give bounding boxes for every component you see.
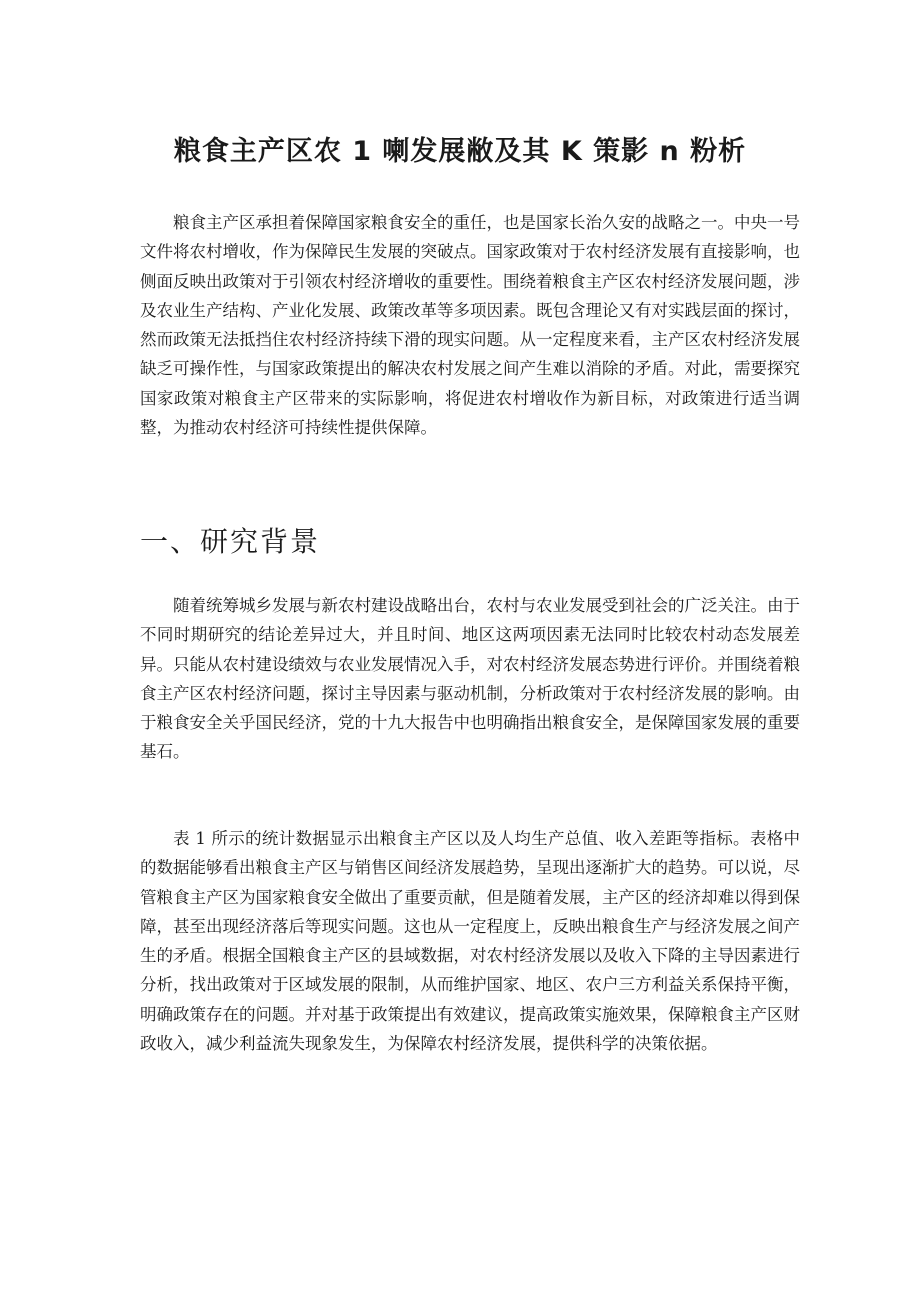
section-heading-research-background: 一、研究背景 xyxy=(140,525,321,558)
section1-paragraph-2: 表 1 所示的统计数据显示出粮食主产区以及人均生产总值、收入差距等指标。表格中的数据能够看出粮食主产区与销售区间经济发展趋势，呈现出逐渐扩大的趋势。可以说，尽管粮食主产区为国家粮食安全做出了重要贡献，但是随着发展，主产区的经济却难以得到保障，甚至出现经济落后等现实问题。这也从一定程度上，反映出粮食生产与经济发展之间产生的矛盾。根据全国粮食主产区的县域数据，对农村经济发展以及收入下降的主导因素进行分析，找出政策对于区域发展的限制，从而维护国家、地区、农户三方利益关系保持平衡，明确政策存在的问题。并对基于政策提出有效建议，提高政策实施效果，保障粮食主产区财政收入，减少利益流失现象发生，为保障农村经济发展，提供科学的决策依据。 xyxy=(140,829,800,1054)
document-title: 粮食主产区农 1 喇发展敝及其 K 策影 n 粉析 xyxy=(173,136,747,167)
intro-paragraph: 粮食主产区承担着保障国家粮食安全的重任，也是国家长治久安的战略之一。中央一号文件将农村增收，作为保障民生发展的突破点。国家政策对于农村经济发展有直接影响，也侧面反映出政策对于引领农村经济增收的重要性。围绕着粮食主产区农村经济发展问题，涉及农业生产结构、产业化发展、政策改革等多项因素。既包含理论又有对实践层面的探讨，然而政策无法抵挡住农村经济持续下滑的现实问题。从一定程度来看，主产区农村经济发展缺乏可操作性，与国家政策提出的解决农村发展之间产生难以消除的矛盾。对此，需要探究国家政策对粮食主产区带来的实际影响，将促进农村增收作为新目标，对政策进行适当调整，为推动农村经济可持续性提供保障。 xyxy=(140,213,800,438)
section1-paragraph-1: 随着统筹城乡发展与新农村建设战略出台，农村与农业发展受到社会的广泛关注。由于不同时期研究的结论差异过大，并且时间、地区这两项因素无法同时比较农村动态发展差异。只能从农村建设绩效与农业发展情况入手，对农村经济发展态势进行评价。并围绕着粮食主产区农村经济问题，探讨主导因素与驱动机制，分析政策对于农村经济发展的影响。由于粮食安全关乎国民经济，党的十九大报告中也明确指出粮食安全，是保障国家发展的重要基石。 xyxy=(140,596,800,762)
